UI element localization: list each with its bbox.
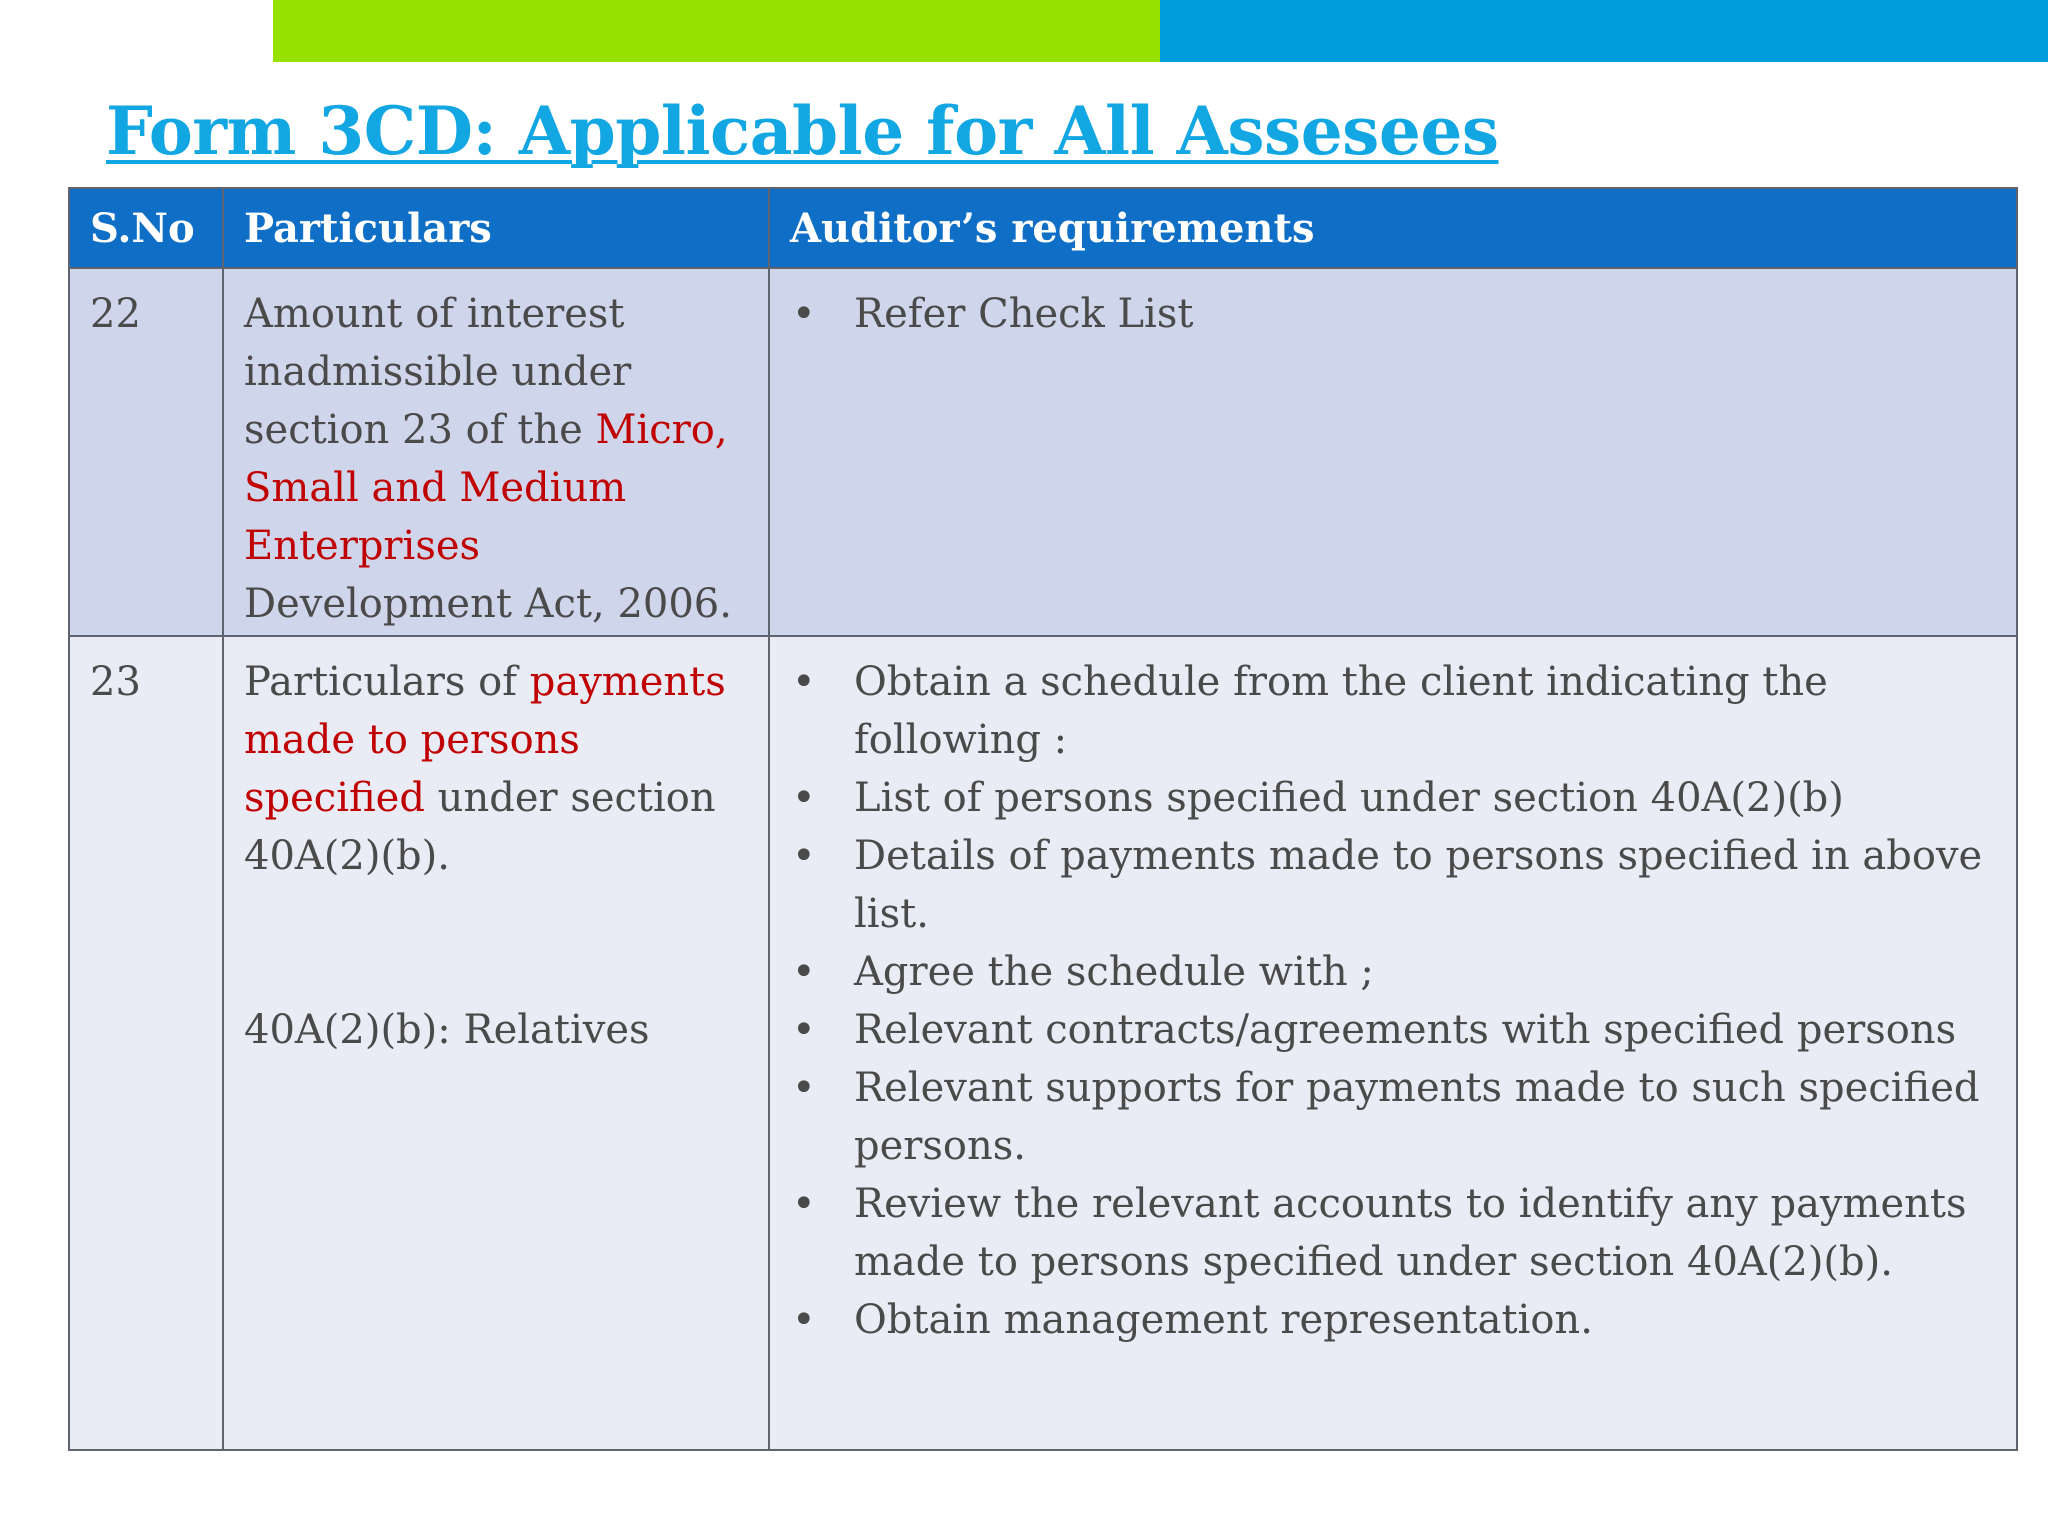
- requirement-item: • Relevant contracts/agreements with specified persons: [790, 1001, 1996, 1059]
- form-3cd-table: [68, 187, 2018, 1451]
- column-header-particulars: Particulars: [223, 188, 769, 268]
- requirement-item: • Details of payments made to persons specified in above list.: [790, 827, 1996, 943]
- spacer: [244, 885, 748, 1001]
- table-row: [69, 636, 2017, 1450]
- requirement-item: • Refer Check List: [790, 285, 1996, 343]
- particulars-text: Development Act, 2006.: [244, 581, 732, 627]
- requirement-item: • Obtain management representation.: [790, 1291, 1996, 1349]
- particulars-highlight: payments made to persons specified: [244, 659, 726, 821]
- row-particulars: [223, 268, 769, 636]
- particulars-text: under section 40A(2)(b).: [244, 775, 716, 879]
- slide-title: Form 3CD: Applicable for All Assesees: [106, 92, 1499, 170]
- requirements-list: [790, 653, 1996, 1349]
- requirement-item: • Obtain a schedule from the client indicating the following :: [790, 653, 1996, 769]
- row-requirements: [769, 268, 2017, 636]
- particulars-note: 40A(2)(b): Relatives: [244, 1007, 650, 1053]
- table-header-row: [69, 188, 2017, 268]
- particulars-text: Particulars of: [244, 659, 530, 705]
- row-sno: 23: [69, 636, 223, 1450]
- row-requirements: [769, 636, 2017, 1450]
- column-header-sno: S.No: [69, 188, 223, 268]
- row-particulars: [223, 636, 769, 1450]
- requirements-list: [790, 285, 1996, 343]
- row-sno: 22: [69, 268, 223, 636]
- requirement-item: • Review the relevant accounts to identify any payments made to persons specified under section 40A(2)(b).: [790, 1175, 1996, 1291]
- accent-bar-blue: [1160, 0, 2048, 62]
- requirement-item: • List of persons specified under section 40A(2)(b): [790, 769, 1996, 827]
- particulars-paragraph: [244, 653, 748, 885]
- requirement-item: • Relevant supports for payments made to such specified persons.: [790, 1059, 1996, 1175]
- particulars-text: Amount of interest inadmissible under section 23 of the: [244, 291, 632, 453]
- requirement-item: • Agree the schedule with ;: [790, 943, 1996, 1001]
- particulars-highlight: Micro, Small and Medium Enterprises: [244, 407, 728, 569]
- column-header-requirements: Auditor’s requirements: [769, 188, 2017, 268]
- accent-bar-green: [273, 0, 1160, 62]
- table-row: [69, 268, 2017, 636]
